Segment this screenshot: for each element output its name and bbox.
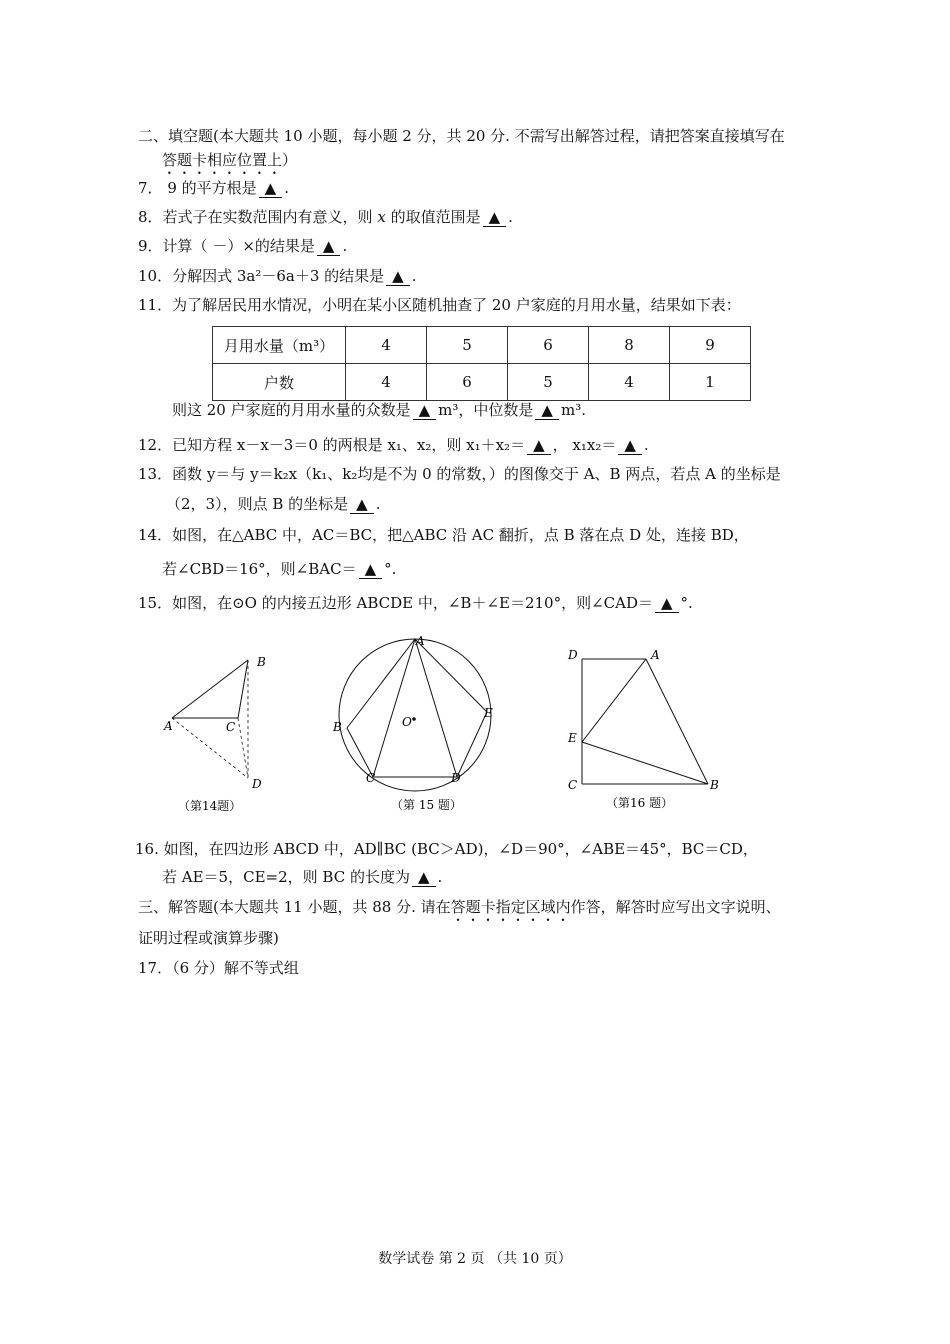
question-12: 12．已知方程 x－x－3＝0 的两根是 x₁、x₂，则 x₁＋x₂＝ ▲ ， x₁x₂＝ ▲ . xyxy=(138,436,649,454)
point-label: A xyxy=(164,719,173,733)
table-cell: 4 xyxy=(346,364,427,401)
table-cell: 5 xyxy=(427,327,508,364)
figure-caption: （第14题） xyxy=(178,799,242,813)
point-label: O xyxy=(402,715,412,729)
point-label: B xyxy=(333,720,342,734)
answer-blank: ▲ xyxy=(618,436,642,455)
figure-16 xyxy=(560,642,730,817)
figure-14 xyxy=(160,650,280,820)
answer-blank: ▲ xyxy=(386,267,410,286)
question-17: 17．（6 分）解不等式组 xyxy=(138,959,299,977)
answer-blank: ▲ xyxy=(350,495,374,514)
answer-blank: ▲ xyxy=(655,594,679,613)
figure-caption: （第 15 题） xyxy=(391,798,462,812)
section-3-heading-cont: 证明过程或演算步骤) xyxy=(138,929,279,947)
question-13-cont: （2，3），则点 B 的坐标是 ▲ . xyxy=(166,495,381,513)
table-cell: 4 xyxy=(346,327,427,364)
page-footer: 数学试卷 第 2 页 （共 10 页） xyxy=(378,1251,572,1267)
table-cell: 9 xyxy=(670,327,751,364)
answer-blank: ▲ xyxy=(412,868,436,887)
point-label: A xyxy=(416,634,425,648)
section-3-heading: 三、解答题(本大题共 11 小题，共 88 分. 请在答题卡指定区域内作答，解答时应写出文字说明、 xyxy=(138,898,781,916)
point-label: E xyxy=(484,706,493,720)
point-label: B xyxy=(257,655,266,669)
point-label: B xyxy=(710,778,719,792)
question-16: 16. 如图，在四边形 ABCD 中，AD∥BC (BC＞AD)，∠D＝90°，∠ABE＝45°，BC＝CD， xyxy=(135,840,758,858)
point-label: C xyxy=(568,778,578,792)
water-usage-table xyxy=(212,326,751,401)
point-label: D xyxy=(252,777,262,791)
table-header-cell: 户数 xyxy=(213,364,346,401)
answer-blank: ▲ xyxy=(413,401,437,420)
question-14-cont: 若∠CBD＝16°，则∠BAC＝ ▲ °. xyxy=(162,560,397,578)
answer-blank: ▲ xyxy=(317,237,341,256)
point-label: A xyxy=(651,648,660,662)
question-7: 7． 9 的平方根是 ▲ . xyxy=(138,179,289,197)
question-11: 11．为了解居民用水情况，小明在某小区随机抽查了 20 户家庭的月用水量，结果如下表： xyxy=(138,296,741,314)
question-11-tail: 则这 20 户家庭的月用水量的众数是 ▲ m³，中位数是 ▲ m³. xyxy=(172,401,586,419)
figure-15 xyxy=(325,630,505,820)
question-8: 8．若式子在实数范围内有意义，则 x 的取值范围是 ▲ . xyxy=(138,208,513,226)
answer-blank: ▲ xyxy=(259,179,283,198)
table-header-cell: 月用水量（m³） xyxy=(213,327,346,364)
point-label: C xyxy=(226,720,236,734)
point-label: C xyxy=(366,771,376,785)
point-label: D xyxy=(451,771,461,785)
table-cell: 6 xyxy=(508,327,589,364)
section-2-heading: 二、填空题(本大题共 10 小题，每小题 2 分，共 20 分. 不需写出解答过程，请把答案直接填写在 xyxy=(138,127,785,145)
question-16-cont: 若 AE＝5，CE=2，则 BC 的长度为 ▲ . xyxy=(162,868,443,886)
question-13: 13．函数 y＝与 y＝k₂x（k₁、k₂均是不为 0 的常数，）的图像交于 A、B 两点，若点 A 的坐标是 xyxy=(138,465,781,483)
table-row xyxy=(213,364,751,401)
table-cell: 5 xyxy=(508,364,589,401)
figure-caption: （第16 题） xyxy=(606,796,674,810)
table-cell: 1 xyxy=(670,364,751,401)
section-2-heading-cont: 答题卡相应位置上） xyxy=(162,151,298,169)
table-cell: 4 xyxy=(589,364,670,401)
answer-blank: ▲ xyxy=(483,208,507,227)
table-cell: 6 xyxy=(427,364,508,401)
question-10: 10．分解因式 3a²－6a＋3 的结果是 ▲ . xyxy=(138,267,417,285)
question-15: 15．如图，在⊙O 的内接五边形 ABCDE 中，∠B＋∠E＝210°，则∠CAD＝ ▲ °. xyxy=(138,594,693,612)
point-label: E xyxy=(568,731,577,745)
question-14: 14．如图，在△ABC 中，AC＝BC，把△ABC 沿 AC 翻折，点 B 落在点 D 处，连接 BD， xyxy=(138,526,749,544)
answer-blank: ▲ xyxy=(535,401,559,420)
table-row xyxy=(213,327,751,364)
point-label: D xyxy=(568,648,578,662)
answer-blank: ▲ xyxy=(527,436,551,455)
table-cell: 8 xyxy=(589,327,670,364)
answer-blank: ▲ xyxy=(359,560,383,579)
question-9: 9．计算（ －）×的结果是 ▲ . xyxy=(138,237,348,255)
